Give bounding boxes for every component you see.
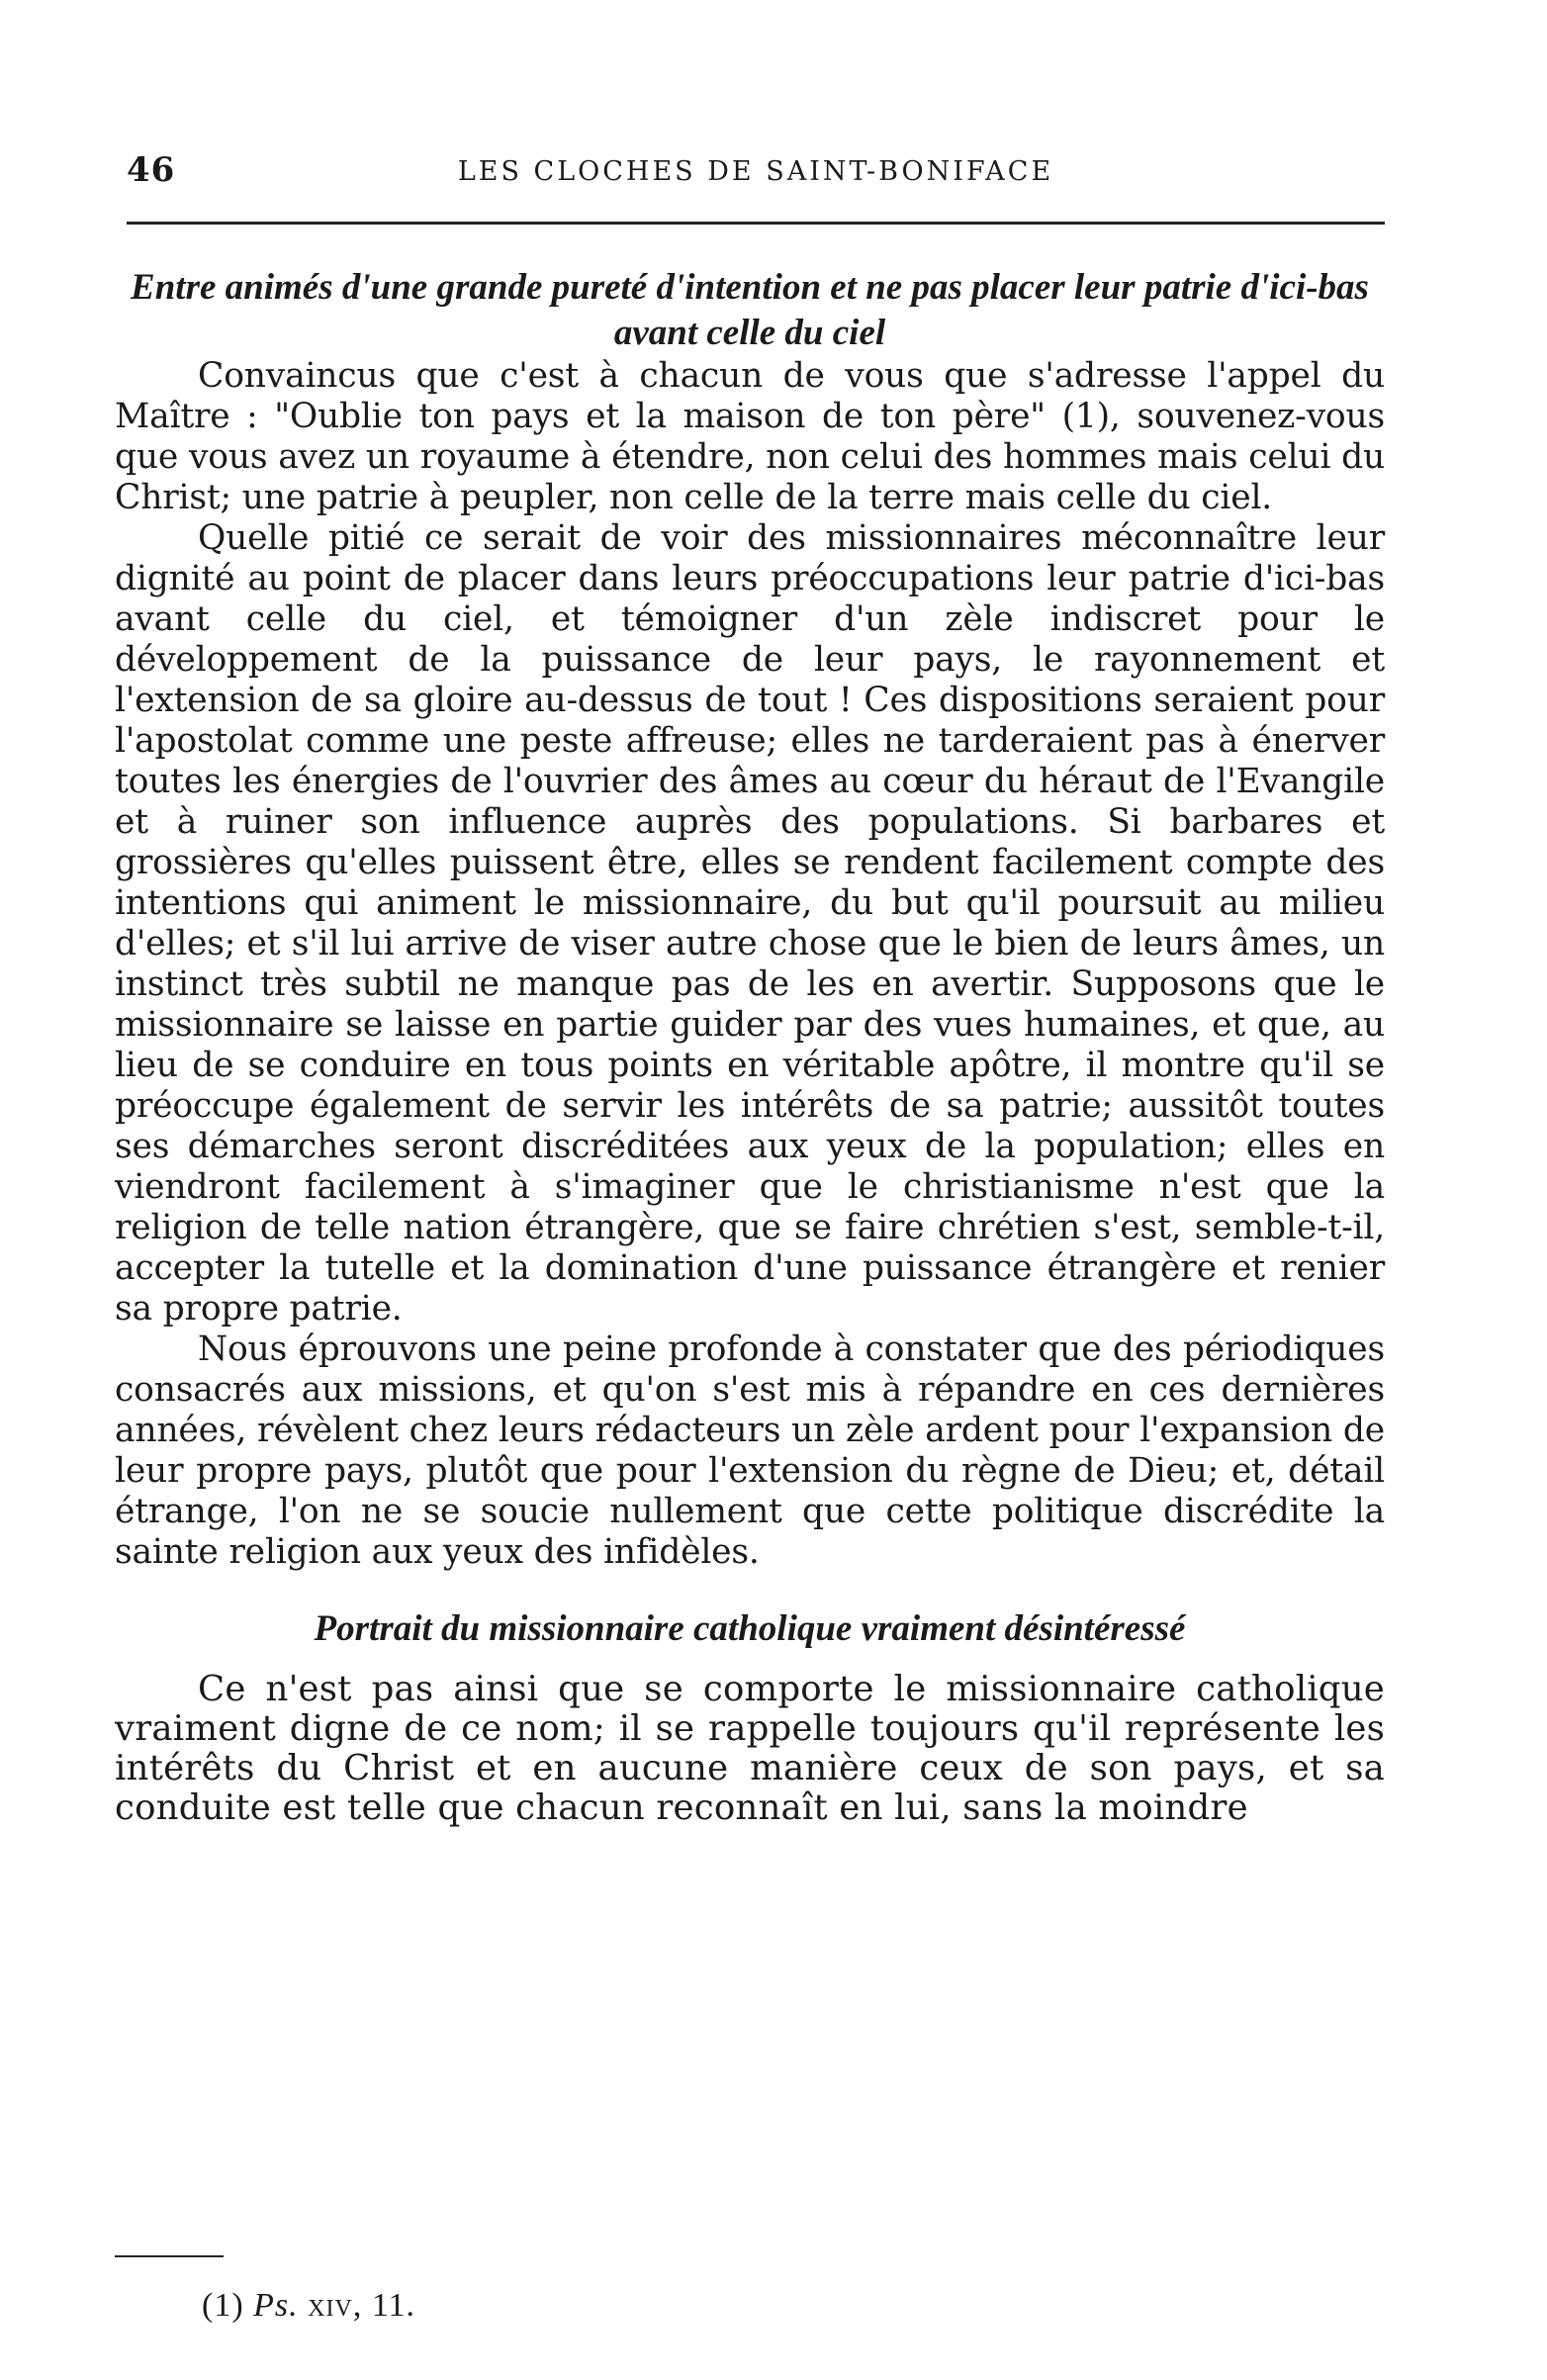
running-head: [127, 150, 1385, 200]
body-text: [115, 265, 1385, 1828]
section-heading-2: Portrait du missionnaire catholique vraiment désintéressé: [314, 1608, 1186, 1649]
footnote: [202, 2287, 415, 2325]
header-rule: [127, 222, 1385, 225]
paragraph-2: Quelle pitié ce serait de voir des missionnaires méconnaître leur dignité au point de placer dans leurs préoccupations leur patrie d'ici-bas avant celle du ciel, et témoigner d'un zèle indiscret pour le développement de la puissance de leur pays, le rayonnement et l'extension de sa gloire au-dessus de tout ! Ces dispositions seraient pour l'apostolat comme une peste affreuse; elles ne tarderaient pas à énerver toutes les énergies de l'ouvrier des âmes au cœur du héraut de l'Evangile et à ruiner son influence auprès des populations. Si barbares et grossières qu'elles puissent être, elles se rendent facilement compte des intentions qui animent le missionnaire, du but qu'il poursuit au milieu d'elles; et s'il lui arrive de viser autre chose que le bien de leurs âmes, un instinct très subtil ne manque pas de les en avertir. Supposons que le missionnaire se laisse en partie guider par des vues humaines, et que, au lieu de se conduire en tous points en véritable apôtre, il montre qu'il se préoccupe également de servir les intérêts de sa patrie; aussitôt toutes ses démarches seront discréditées aux yeux de la population; elles en viendront facilement à s'imaginer que le christianisme n'est que la religion de telle nation étrangère, que se faire chrétien s'est, semble-t-il, accepter la tutelle et la domination d'une puissance étrangère et renier sa propre patrie.: [115, 518, 1385, 1328]
footnote-marker: (1): [202, 2287, 244, 2324]
section-heading-1: Entre animés d'une grande pureté d'intention et ne pas placer leur patrie d'ici-bas avant celle du ciel: [131, 267, 1369, 353]
running-title: LES CLOCHES DE SAINT-BONIFACE: [457, 156, 1054, 187]
paragraph-1: Convaincus que c'est à chacun de vous que s'adresse l'appel du Maître : "Oublie ton pays et la maison de ton père" (1), souvenez-vous que vous avez un royaume à étendre, non celui des hommes mais celui du Christ; une patrie à peupler, non celle de la terre mais celle du ciel.: [115, 356, 1385, 517]
footnote-reference: Ps.: [253, 2287, 299, 2324]
footnote-rule: [115, 2255, 224, 2257]
paragraph-4: Ce n'est pas ainsi que se comporte le missionnaire catholique vraiment digne de ce nom; il se rappelle toujours qu'il représente les intérêts du Christ et en aucune manière ceux de son pays, et sa conduite est telle que chacun reconnaît en lui, sans la moindre: [115, 1669, 1385, 1828]
paragraph-3: Nous éprouvons une peine profonde à constater que des périodiques consacrés aux missions, et qu'on s'est mis à répandre en ces dernières années, révèlent chez leurs rédacteurs un zèle ardent pour l'expansion de leur propre pays, plutôt que pour l'extension du règne de Dieu; et, détail étrange, l'on ne se soucie nullement que cette politique discrédite la sainte religion aux yeux des infidèles.: [115, 1329, 1385, 1572]
page-number: 46: [127, 150, 176, 190]
footnote-numeral: xiv, 11.: [308, 2287, 416, 2324]
